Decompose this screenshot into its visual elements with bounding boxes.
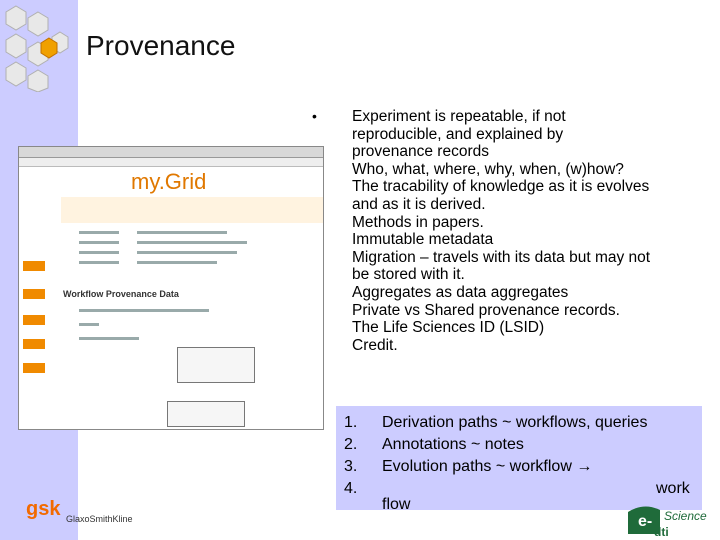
- gsk-name: GlaxoSmithKline: [66, 514, 133, 524]
- screenshot-row: [137, 261, 217, 264]
- screenshot-row: [79, 241, 119, 244]
- slide-title: Provenance: [86, 30, 236, 61]
- bullet-line: Credit.: [352, 336, 398, 354]
- list-item: Evolution paths ~ workflow →: [382, 458, 593, 475]
- bullet-line: be stored with it.: [352, 266, 465, 284]
- hexagon-logo-icon: [2, 2, 70, 92]
- mygrid-brand: my.Grid: [131, 169, 207, 194]
- list-number: 1.: [344, 414, 358, 431]
- bullet-text: [352, 108, 712, 354]
- bullet-line: Private vs Shared provenance records.: [352, 301, 620, 319]
- list-number: 2.: [344, 436, 358, 453]
- screenshot-row: [137, 231, 227, 234]
- sidebar-button: [23, 363, 45, 373]
- browser-address-bar: [19, 158, 323, 167]
- screenshot-row: [79, 323, 99, 326]
- screenshot-row: [79, 251, 119, 254]
- list-number: 3.: [344, 458, 358, 475]
- bullet-line: Who, what, where, why, when, (w)how?: [352, 160, 624, 178]
- bullet-line: Immutable metadata: [352, 231, 494, 249]
- escience-sub: dti: [654, 525, 669, 538]
- list-number: 4.: [344, 480, 358, 497]
- bullet-marker: •: [312, 108, 317, 124]
- escience-e: e-: [638, 513, 653, 530]
- bullet-line: Methods in papers.: [352, 213, 484, 231]
- screenshot-data-box: [167, 401, 245, 427]
- escience-logo-icon: [624, 500, 718, 538]
- screenshot-header-band: [61, 197, 323, 223]
- screenshot-sidebar: [19, 167, 59, 429]
- bullet-line: Migration – travels with its data but may not: [352, 248, 651, 266]
- screenshot-row: [79, 261, 119, 264]
- bullet-line: Aggregates as data aggregates: [352, 283, 569, 301]
- gsk-logo: gsk: [26, 498, 61, 520]
- screenshot-row: [137, 241, 247, 244]
- sidebar-button: [23, 315, 45, 325]
- escience-text: Science: [664, 509, 707, 523]
- screenshot-section-title: Workflow Provenance Data: [63, 289, 179, 299]
- bullet-line: and as it is derived.: [352, 195, 486, 213]
- list-item: Derivation paths ~ workflows, queries: [382, 414, 648, 431]
- list-item: work: [656, 480, 690, 497]
- sidebar-button: [23, 289, 45, 299]
- bullet-line: The tracability of knowledge as it is evolves: [352, 178, 650, 196]
- mygrid-screenshot: [18, 146, 324, 430]
- screenshot-row: [79, 231, 119, 234]
- bullet-line: Experiment is repeatable, if not: [352, 108, 566, 125]
- list-item: Annotations ~ notes: [382, 436, 524, 453]
- browser-toolbar: [19, 147, 323, 158]
- sidebar-button: [23, 339, 45, 349]
- bullet-line: The Life Sciences ID (LSID): [352, 319, 545, 337]
- bullet-line: provenance records: [352, 143, 489, 161]
- list-item-continuation: flow: [382, 496, 411, 513]
- screenshot-row: [137, 251, 237, 254]
- sidebar-button: [23, 261, 45, 271]
- bullet-line: reproducible, and explained by: [352, 125, 564, 143]
- screenshot-row: [79, 309, 209, 312]
- screenshot-row: [79, 337, 139, 340]
- screenshot-data-box: [177, 347, 255, 383]
